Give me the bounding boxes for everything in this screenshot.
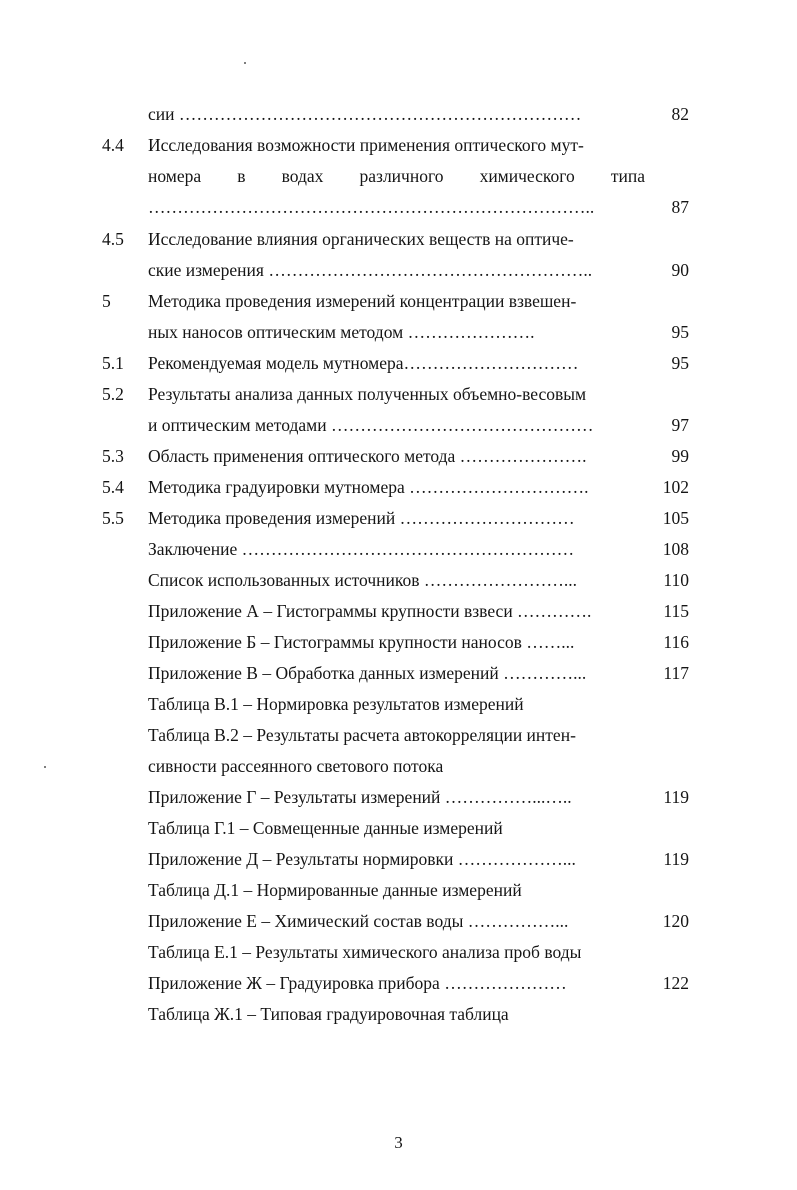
toc-entry-page: 102	[662, 477, 689, 497]
toc-entry-text: Приложение А – Гистограммы крупности взвеси ………….	[148, 601, 592, 621]
scan-speck	[44, 766, 46, 768]
toc-entry-text: Таблица Д.1 – Нормированные данные измерений	[148, 880, 522, 900]
toc-entry-page: 97	[671, 415, 689, 435]
toc-entry-text: Список использованных источников ……………………...	[148, 570, 578, 590]
toc-entry-number: 5	[102, 291, 111, 311]
toc-entry-text: ские измерения ………………………………………………..	[148, 260, 593, 280]
toc-entry-number: 5.3	[102, 446, 124, 466]
toc-entry-text: Область применения оптического метода ………………….	[148, 446, 587, 466]
toc-entry-text: Приложение Д – Результаты нормировки ………………...	[148, 849, 576, 869]
toc-entry-text: Таблица Г.1 – Совмещенные данные измерений	[148, 818, 503, 838]
toc-entry-text: Приложение Ж – Градуировка прибора …………………	[148, 973, 567, 993]
toc-entry-page: 119	[663, 849, 689, 869]
toc-entry-text: Таблица В.2 – Результаты расчета автокорреляции интен-	[148, 725, 576, 745]
toc-entry-text: и оптическим методами ………………………………………	[148, 415, 594, 435]
toc-entry-number: 5.4	[102, 477, 124, 497]
toc-entry-text: Исследование влияния органических веществ на оптиче-	[148, 229, 574, 249]
toc-entry-page: 90	[671, 260, 689, 280]
toc-entry-text: Таблица В.1 – Нормировка результатов измерений	[148, 694, 524, 714]
toc-entry-page: 117	[663, 663, 689, 683]
toc-entry-text: Исследования возможности применения оптического мут-	[148, 135, 584, 155]
toc-entry-page: 95	[671, 353, 689, 373]
toc-entry-text: Приложение Б – Гистограммы крупности наносов ……...	[148, 632, 575, 652]
toc-entry-number: 5.1	[102, 353, 124, 373]
toc-entry-text: Приложение Е – Химический состав воды ……………...	[148, 911, 569, 931]
toc-entry-text: ных наносов оптическим методом ………………….	[148, 322, 535, 342]
toc-entry-text: Приложение В – Обработка данных измерений …………...	[148, 663, 587, 683]
toc-entry-page: 122	[662, 973, 689, 993]
toc-entry-text: Заключение …………………………………………………	[148, 539, 575, 559]
toc-entry-text: …………………………………………………………………..	[148, 197, 595, 217]
toc-entry-page: 108	[662, 539, 689, 559]
page-number: 3	[394, 1133, 403, 1152]
toc-entry-text: сии ……………………………………………………………	[148, 104, 582, 124]
toc-entry-page: 95	[671, 322, 689, 342]
toc-entry-text: Методика градуировки мутномера ………………………….	[148, 477, 589, 497]
toc-entry-text: Приложение Г – Результаты измерений ……………...…..	[148, 787, 572, 807]
toc-entry-number: 4.5	[102, 229, 124, 249]
toc-entry-page: 99	[671, 446, 689, 466]
toc-entry-text: Рекомендуемая модель мутномера…………………………	[148, 353, 579, 373]
toc-entry-text: Таблица Е.1 – Результаты химического анализа проб воды	[148, 942, 582, 962]
toc-entry-number: 5.2	[102, 384, 124, 404]
toc-entry-text: сивности рассеянного светового потока	[148, 756, 444, 776]
toc-entry-page: 115	[663, 601, 689, 621]
toc-entry-number: 4.4	[102, 135, 124, 155]
toc-entry-text: Результаты анализа данных полученных объемно-весовым	[148, 384, 587, 404]
toc-entry-page: 120	[662, 911, 689, 931]
toc-entry-page: 110	[663, 570, 689, 590]
toc-entry-page: 116	[663, 632, 689, 652]
toc-entry-text: Методика проведения измерений …………………………	[148, 508, 575, 528]
scan-speck	[244, 62, 246, 64]
toc-entry-page: 105	[662, 508, 689, 528]
toc-entry-text: Методика проведения измерений концентрации взвешен-	[148, 291, 577, 311]
toc-entry-page: 82	[671, 104, 689, 124]
toc-entry-page: 119	[663, 787, 689, 807]
toc-entry-text: Таблица Ж.1 – Типовая градуировочная таблица	[148, 1004, 509, 1024]
toc-entry-number: 5.5	[102, 508, 124, 528]
toc-entry-text: номера в водах различного химического типа	[148, 166, 645, 186]
toc-entry-page: 87	[671, 197, 689, 217]
